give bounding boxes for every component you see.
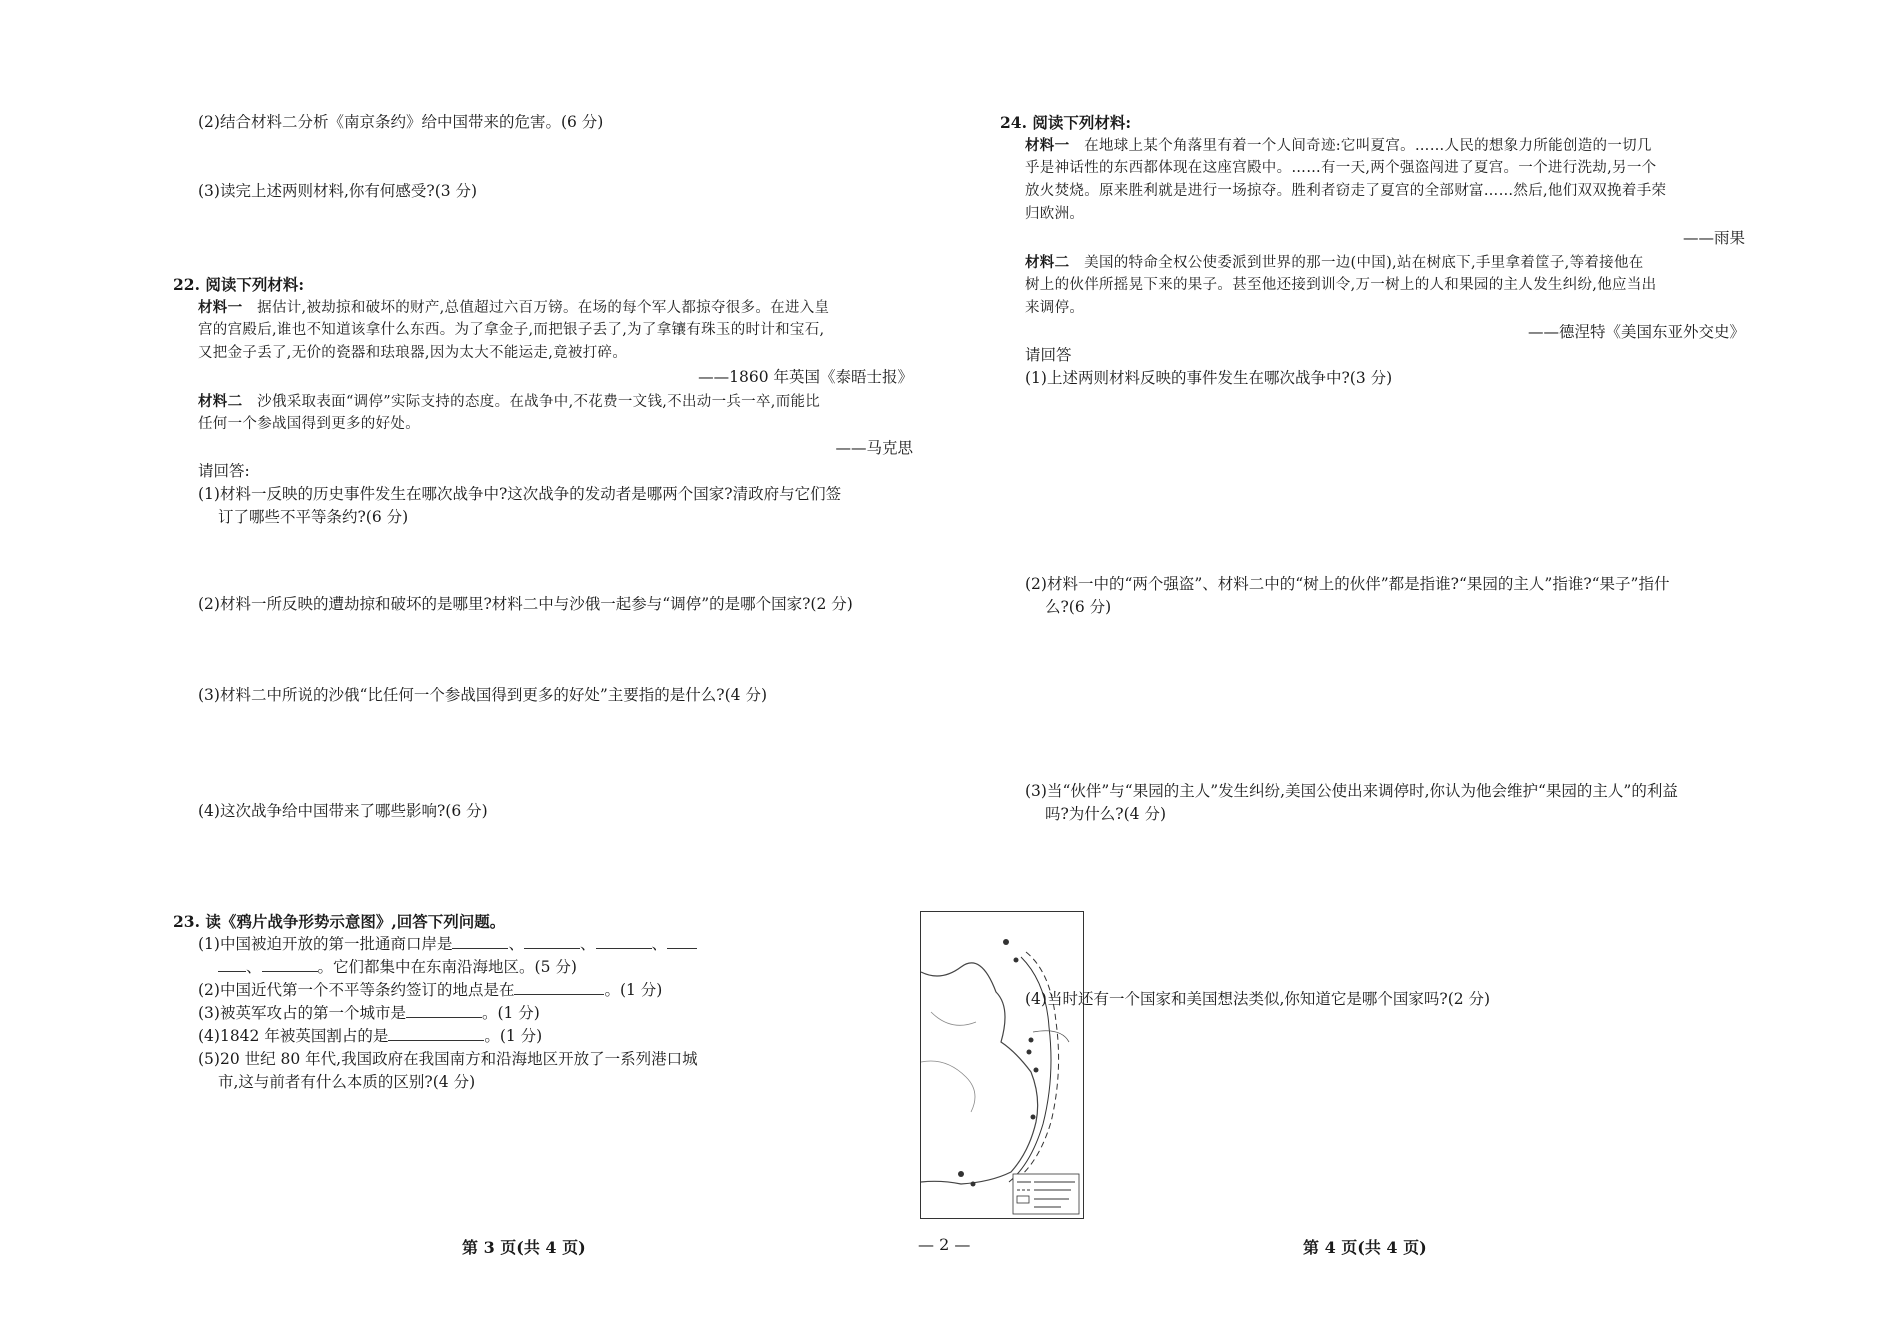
q24-material-2-line-1: [1025, 251, 1644, 275]
q23-part-3: [198, 1002, 540, 1025]
question-21-part-2: (2)结合材料二分析《南京条约》给中国带来的危害。(6 分): [198, 113, 604, 131]
q24-ask: 请回答: [1025, 346, 1072, 364]
question-21-part-3: (3)读完上述两则材料,你有何感受?(3 分): [198, 182, 478, 200]
answer-blank[interactable]: [667, 934, 697, 949]
question-24-stem: 24. 阅读下列材料:: [1000, 113, 1132, 132]
center-page-number: — 2 —: [918, 1235, 971, 1254]
q24-part-3-line-2: 吗?为什么?(4 分): [1045, 805, 1167, 823]
q23-part-2: [198, 979, 662, 1002]
question-23-stem: 23. 读《鸦片战争形势示意图》,回答下列问题。: [173, 912, 506, 931]
answer-blank[interactable]: [514, 980, 604, 995]
q22-material-1-label: 材料一: [198, 299, 243, 316]
q23-part-3-prompt: (3)被英军攻占的第一个城市是: [198, 1004, 406, 1022]
q24-material-1-line-3: 放火焚烧。原来胜利就是进行一场掠夺。胜利者窃走了夏宫的全部财富……然后,他们双双挽着手荣: [1025, 183, 1667, 199]
q23-part-4-suffix: 。(1 分): [484, 1027, 543, 1045]
separator: 、: [508, 935, 524, 953]
q23-part-2-suffix: 。(1 分): [604, 981, 663, 999]
answer-blank[interactable]: [406, 1003, 482, 1018]
q23-part-1-prompt: (1)中国被迫开放的第一批通商口岸是: [198, 935, 453, 953]
q22-part-1-line-1: (1)材料一反映的历史事件发生在哪次战争中?这次战争的发动者是哪两个国家?清政府与它们签: [198, 485, 842, 503]
q22-part-4: (4)这次战争给中国带来了哪些影响?(6 分): [198, 802, 488, 820]
q24-material-1-source: ——雨果: [1682, 229, 1745, 247]
q24-material-2-line-2: 树上的伙伴所摇晃下来的果子。甚至他还接到训令,万一树上的人和果园的主人发生纠纷,他应当出: [1025, 277, 1657, 293]
q24-part-2-line-2: 么?(6 分): [1045, 598, 1112, 616]
q22-part-3: (3)材料二中所说的沙俄“比任何一个参战国得到更多的好处”主要指的是什么?(4 分): [198, 686, 767, 704]
q22-material-1-source: ——1860 年英国《泰晤士报》: [698, 368, 913, 386]
answer-blank[interactable]: [452, 934, 508, 949]
q23-part-5-line-1: (5)20 世纪 80 年代,我国政府在我国南方和沿海地区开放了一系列港口城: [198, 1050, 698, 1068]
q23-part-1-line-2: [218, 956, 577, 979]
q22-material-2-text-1: 沙俄采取表面“调停”实际支持的态度。在战争中,不花费一文钱,不出动一兵一卒,而能比: [257, 394, 821, 410]
q24-part-1: (1)上述两则材料反映的事件发生在哪次战争中?(3 分): [1025, 369, 1393, 387]
answer-blank[interactable]: [218, 957, 246, 972]
q22-material-1-line-2: 宫的宫殿后,谁也不知道该拿什么东西。为了拿金子,而把银子丢了,为了拿镶有珠玉的时计和宝石,: [198, 322, 825, 338]
answer-blank[interactable]: [388, 1026, 484, 1041]
q22-material-2-line-2: 任何一个参战国得到更多的好处。: [198, 416, 420, 432]
q24-material-2-line-3: 来调停。: [1025, 300, 1085, 316]
q23-part-3-suffix: 。(1 分): [481, 1004, 540, 1022]
q22-material-2-line-1: [198, 390, 820, 414]
q24-part-3-line-1: (3)当“伙伴”与“果园的主人”发生纠纷,美国公使出来调停时,你认为他会维护“果园的主人”的利益: [1025, 782, 1678, 800]
q24-material-1-label: 材料一: [1025, 137, 1070, 154]
answer-blank[interactable]: [596, 934, 652, 949]
q24-material-1-line-2: 乎是神话性的东西都体现在这座宫殿中。……有一天,两个强盗闯进了夏宫。一个进行洗劫,另一个: [1025, 160, 1657, 176]
q22-material-2-source: ——马克思: [835, 439, 913, 457]
q23-part-1-line-1: [198, 933, 697, 956]
q22-material-1-line-3: 又把金子丢了,无价的瓷器和珐琅器,因为太大不能运走,竟被打碎。: [198, 345, 628, 361]
q22-material-1-text-1: 据估计,被劫掠和破坏的财产,总值超过六百万镑。在场的每个军人都掠夺很多。在进入皇: [257, 300, 830, 316]
page-3-footer: 第 3 页(共 4 页): [462, 1238, 586, 1257]
question-22-stem: 22. 阅读下列材料:: [173, 275, 305, 294]
q23-part-4-prompt: (4)1842 年被英国割占的是: [198, 1027, 389, 1045]
q23-part-4: [198, 1025, 542, 1048]
q23-part-2-prompt: (2)中国近代第一个不平等条约签订的地点是在: [198, 981, 515, 999]
q22-ask: 请回答:: [198, 462, 250, 480]
q24-material-1-text-1: 在地球上某个角落里有着一个人间奇迹:它叫夏宫。……人民的想象力所能创造的一切几: [1084, 138, 1652, 154]
separator: 、: [651, 935, 668, 953]
q24-material-2-text-1: 美国的特命全权公使委派到世界的那一边(中国),站在树底下,手里拿着筐子,等着接他在: [1084, 255, 1644, 271]
q24-material-1-line-1: [1025, 134, 1652, 158]
separator: 、: [246, 958, 262, 976]
q23-part-5-line-2: 市,这与前者有什么本质的区别?(4 分): [218, 1073, 476, 1091]
q22-material-1-line-1: [198, 296, 829, 320]
q24-material-1-line-4: 归欧洲。: [1025, 206, 1085, 222]
q24-part-4: (4)当时还有一个国家和美国想法类似,你知道它是哪个国家吗?(2 分): [1025, 990, 1491, 1008]
separator: 、: [579, 935, 596, 953]
page-4-footer: 第 4 页(共 4 页): [1303, 1238, 1427, 1257]
q22-material-2-label: 材料二: [198, 393, 243, 410]
answer-blank[interactable]: [262, 957, 318, 972]
q23-part-1-suffix: 。它们都集中在东南沿海地区。(5 分): [317, 958, 577, 976]
q24-material-2-label: 材料二: [1025, 254, 1070, 271]
q24-part-2-line-1: (2)材料一中的“两个强盗”、材料二中的“树上的伙伴”都是指谁?“果园的主人”指谁?“果子”指什: [1025, 575, 1670, 593]
opium-war-map-icon: [920, 911, 1084, 1219]
q22-part-2: (2)材料一所反映的遭劫掠和破坏的是哪里?材料二中与沙俄一起参与“调停”的是哪个国家?(2 分): [198, 595, 853, 613]
q22-part-1-line-2: 订了哪些不平等条约?(6 分): [218, 508, 409, 526]
answer-blank[interactable]: [524, 934, 580, 949]
q24-material-2-source: ——德涅特《美国东亚外交史》: [1527, 323, 1745, 341]
